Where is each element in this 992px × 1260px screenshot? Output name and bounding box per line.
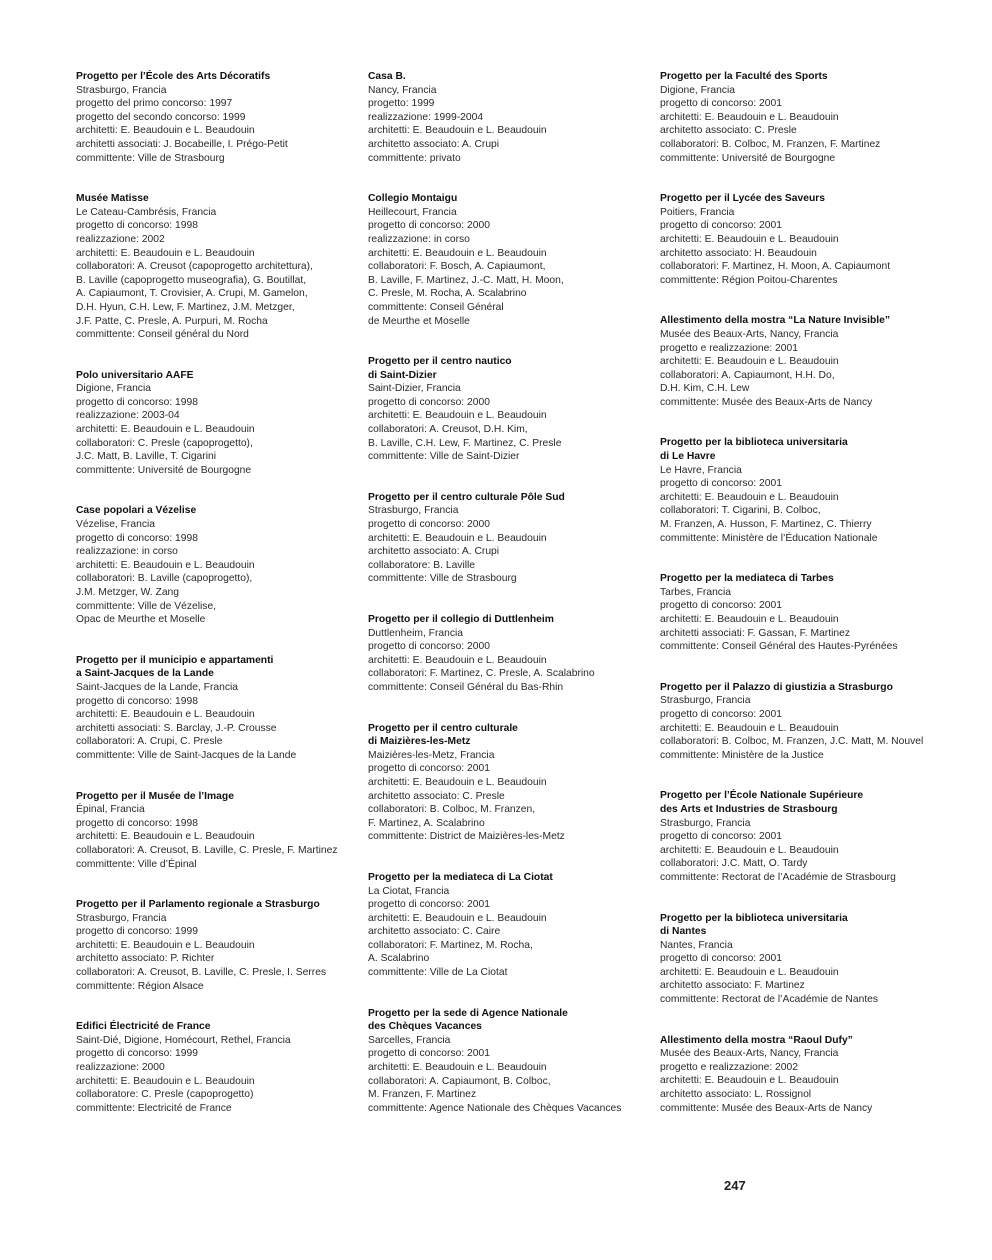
project-entry [660,1034,960,1116]
entry-title-line: Progetto per il municipio e appartamenti [76,654,274,666]
project-entry [76,70,366,165]
entry-detail-line: Tarbes, Francia [660,586,731,598]
entry-detail-line: committente: Université de Bourgogne [660,152,836,164]
entry-detail-line: B. Laville, C.H. Lew, F. Martinez, C. Presle [368,437,562,449]
entry-detail-line: Poitiers, Francia [660,206,735,218]
entry-detail-line: committente: Ville de Saint-Dizier [368,451,520,463]
entry-detail-line: architetti associati: J. Bocabeille, I. Prégo-Petit [76,138,288,150]
entry-detail-line: architetti: E. Beaudouin e L. Beaudouin [76,709,255,721]
entry-details [660,586,960,654]
entry-detail-line: progetto di concorso: 1998 [76,695,198,707]
entry-detail-line: progetto di concorso: 2001 [660,953,782,965]
entry-title [368,491,643,505]
entry-title [76,70,366,84]
entry-detail-line: realizzazione: 2002 [76,233,165,245]
entry-detail-line: collaboratore: C. Presle (capoprogetto) [76,1089,254,1101]
entry-detail-line: architetto associato: C. Caire [368,926,501,938]
entry-title-line: a Saint-Jacques de la Lande [76,668,214,680]
entry-title-line: Progetto per la mediateca di Tarbes [660,573,834,585]
entry-detail-line: Nantes, Francia [660,939,733,951]
entry-title-line: Progetto per il centro nautico [368,356,512,368]
entry-detail-line: architetti: E. Beaudouin e L. Beaudouin [76,831,255,843]
entry-detail-line: collaboratore: B. Laville [368,559,476,571]
entry-detail-line: progetto di concorso: 2001 [660,98,782,110]
entry-detail-line: committente: Ministère de l’Éducation Nationale [660,532,878,544]
entry-detail-line: committente: privato [368,152,461,164]
entry-details [368,885,643,980]
project-entry [660,912,960,1007]
entry-detail-line: progetto e realizzazione: 2001 [660,342,798,354]
entry-detail-line: collaboratori: B. Laville (capoprogetto), [76,573,253,585]
entry-title [660,912,960,939]
entry-title [660,70,960,84]
entry-detail-line: Musée des Beaux-Arts, Nancy, Francia [660,1048,839,1060]
entry-detail-line: collaboratori: C. Presle (capoprogetto), [76,437,253,449]
column-left [76,70,366,1142]
entry-detail-line: progetto di concorso: 2001 [660,600,782,612]
entry-title [76,192,366,206]
entry-details [660,206,960,288]
entry-details [660,939,960,1007]
entry-detail-line: de Meurthe et Moselle [368,315,470,327]
entry-title [368,1007,643,1034]
entry-detail-line: architetti: E. Beaudouin e L. Beaudouin [660,233,839,245]
entry-details [660,1047,960,1115]
entry-details [368,1034,643,1116]
entry-detail-line: committente: Conseil Général des Hautes-Pyrénées [660,641,898,653]
entry-detail-line: realizzazione: 2003-04 [76,410,180,422]
entry-detail-line: collaboratori: T. Cigarini, B. Colboc, [660,505,821,517]
project-entry [660,436,960,545]
entry-detail-line: Saint-Jacques de la Lande, Francia [76,681,238,693]
entry-title-line: Progetto per il collegio di Duttlenheim [368,614,554,625]
project-entry [76,790,366,872]
entry-detail-line: collaboratori: A. Creusot, D.H. Kim, [368,424,528,436]
entry-detail-line: architetti: E. Beaudouin e L. Beaudouin [660,966,839,978]
entry-title-line: Casa B. [368,71,406,82]
entry-details [76,912,366,994]
entry-title [660,314,960,328]
entry-title-line: Progetto per il Parlamento regionale a Strasburgo [76,899,320,911]
entry-detail-line: progetto di concorso: 1999 [76,1048,198,1060]
column-middle [368,70,643,1142]
entry-title-line: Allestimento della mostra “Raoul Dufy” [660,1034,853,1046]
entry-detail-line: collaboratori: F. Bosch, A. Capiaumont, [368,261,546,273]
entry-detail-line: collaboratori: B. Colboc, M. Franzen, J.C. Matt, M. Nouvel [660,736,924,748]
entry-detail-line: committente: Ville de Vézelise, [76,600,217,612]
entry-title [76,504,366,518]
entry-detail-line: Strasburgo, Francia [660,695,751,707]
entry-detail-line: committente: Région Poitou-Charentes [660,274,838,286]
entry-detail-line: progetto di concorso: 2001 [368,1048,490,1060]
entry-detail-line: architetti associati: S. Barclay, J.-P. Crousse [76,722,277,734]
entry-detail-line: Épinal, Francia [76,804,145,816]
project-entry [660,70,960,165]
entry-detail-line: Heillecourt, Francia [368,206,457,218]
entry-details [660,328,960,410]
entry-detail-line: progetto di concorso: 1998 [76,220,198,232]
entry-detail-line: committente: Ville de Strasbourg [368,573,517,585]
entry-title [368,722,643,749]
entry-details [76,1034,366,1116]
project-entry [368,491,643,586]
entry-detail-line: architetti: E. Beaudouin e L. Beaudouin [368,654,547,666]
entry-details [76,681,366,763]
entry-detail-line: committente: Conseil Général [368,301,504,313]
entry-detail-line: progetto di concorso: 2000 [368,396,490,408]
entry-title-line: Progetto per la biblioteca universitaria [660,437,848,449]
project-entry [368,192,643,328]
project-entry [368,871,643,980]
entry-detail-line: architetti: E. Beaudouin e L. Beaudouin [368,776,547,788]
entry-detail-line: committente: District de Maizières-les-Metz [368,831,565,843]
entry-detail-line: collaboratori: A. Creusot (capoprogetto architettura), [76,261,313,273]
entry-detail-line: progetto di concorso: 2001 [660,478,782,490]
entry-title [660,192,960,206]
entry-detail-line: committente: Electricité de France [76,1102,232,1114]
entry-detail-line: collaboratori: A. Creusot, B. Laville, C. Presle, I. Serres [76,967,327,979]
project-entry [368,722,643,844]
project-entry [660,681,960,763]
entry-detail-line: Le Havre, Francia [660,464,742,476]
entry-details [76,803,366,871]
entry-detail-line: collaboratori: B. Colboc, M. Franzen, [368,804,536,816]
entry-detail-line: architetti: E. Beaudouin e L. Beaudouin [660,1075,839,1087]
entry-detail-line: committente: Musée des Beaux-Arts de Nancy [660,396,873,408]
entry-detail-line: progetto di concorso: 1998 [76,532,198,544]
entry-title [660,789,960,816]
entry-title [368,871,643,885]
entry-detail-line: Vézelise, Francia [76,519,155,531]
project-entry [76,654,366,763]
entry-detail-line: architetti: E. Beaudouin e L. Beaudouin [368,912,547,924]
entry-title-line: Case popolari a Vézelise [76,505,197,517]
entry-detail-line: collaboratori: A. Creusot, B. Laville, C. Presle, F. Martinez [76,844,338,856]
entry-detail-line: architetti associati: F. Gassan, F. Martinez [660,627,850,639]
entry-detail-line: collaboratori: A. Capiaumont, H.H. Do, [660,369,835,381]
entry-detail-line: Saint-Dié, Digione, Homécourt, Rethel, Francia [76,1034,291,1046]
entry-detail-line: collaboratori: A. Capiaumont, B. Colboc, [368,1075,551,1087]
entry-detail-line: Duttlenheim, Francia [368,627,463,639]
entry-detail-line: progetto di concorso: 1998 [76,396,198,408]
entry-title-line: Polo universitario AAFE [76,369,194,381]
entry-detail-line: progetto di concorso: 2000 [368,220,490,232]
entry-detail-line: D.H. Kim, C.H. Lew [660,383,750,395]
entry-detail-line: architetti: E. Beaudouin e L. Beaudouin [76,424,255,436]
entry-title-line: Progetto per la Faculté des Sports [660,71,828,82]
entry-detail-line: architetti: E. Beaudouin e L. Beaudouin [660,722,839,734]
entry-detail-line: A. Capiaumont, T. Crovisier, A. Crupi, M. Gamelon, [76,288,308,300]
entry-detail-line: realizzazione: in corso [368,233,470,245]
project-entry [76,369,366,478]
entry-detail-line: realizzazione: in corso [76,546,178,558]
entry-details [76,382,366,477]
entry-title-line: Edifici Électricité de France [76,1021,211,1033]
entry-detail-line: Strasburgo, Francia [660,817,751,829]
entry-detail-line: realizzazione: 2000 [76,1062,165,1074]
entry-detail-line: architetto associato: L. Rossignol [660,1089,812,1101]
entry-detail-line: architetti: E. Beaudouin e L. Beaudouin [76,559,255,571]
entry-details [368,504,643,586]
entry-detail-line: architetti: E. Beaudouin e L. Beaudouin [76,1075,255,1087]
entry-details [368,382,643,464]
entry-title [368,192,643,206]
project-entry [76,898,366,993]
project-entry [660,572,960,654]
entry-title [76,790,366,804]
entry-detail-line: B. Laville (capoprogetto museografia), G. Boutillat, [76,274,307,286]
entry-detail-line: architetti: E. Beaudouin e L. Beaudouin [76,939,255,951]
entry-detail-line: Strasburgo, Francia [76,912,167,924]
entry-detail-line: La Ciotat, Francia [368,885,450,897]
entry-details [76,206,366,342]
entry-detail-line: committente: Région Alsace [76,980,204,992]
entry-detail-line: architetti: E. Beaudouin e L. Beaudouin [660,356,839,368]
entry-detail-line: architetti: E. Beaudouin e L. Beaudouin [76,125,255,137]
entry-details [660,694,960,762]
entry-detail-line: committente: Ville de Strasbourg [76,152,225,164]
project-entry [368,1007,643,1116]
entry-detail-line: progetto e realizzazione: 2002 [660,1061,798,1073]
entry-title-line: di Le Havre [660,451,716,463]
entry-detail-line: architetti: E. Beaudouin e L. Beaudouin [368,125,547,137]
entry-detail-line: Le Cateau-Cambrésis, Francia [76,206,217,218]
entry-title [76,898,366,912]
entry-detail-line: architetto associato: A. Crupi [368,546,500,558]
entry-detail-line: committente: Ville de La Ciotat [368,967,508,979]
entry-detail-line: architetti: E. Beaudouin e L. Beaudouin [76,247,255,259]
entry-detail-line: C. Presle, M. Rocha, A. Scalabrino [368,288,527,300]
entry-detail-line: architetti: E. Beaudouin e L. Beaudouin [660,844,839,856]
entry-detail-line: architetti: E. Beaudouin e L. Beaudouin [368,1062,547,1074]
entry-title-line: Progetto per l’École des Arts Décoratifs [76,71,271,82]
entry-details [660,84,960,166]
entry-title-line: Progetto per il Lycée des Saveurs [660,193,826,205]
entry-title [368,355,643,382]
project-entry [660,789,960,884]
entry-detail-line: D.H. Hyun, C.H. Lew, F. Martinez, J.M. Metzger, [76,301,295,313]
project-entry [76,504,366,626]
entry-detail-line: M. Franzen, A. Husson, F. Martinez, C. Thierry [660,519,872,531]
entry-detail-line: progetto del primo concorso: 1997 [76,98,233,110]
entry-title-line: Progetto per il centro culturale Pôle Sud [368,491,565,503]
entry-detail-line: committente: Conseil Général du Bas-Rhin [368,681,564,693]
entry-detail-line: architetto associato: C. Presle [368,790,505,802]
entry-details [368,84,643,166]
project-entry [76,1020,366,1115]
entry-detail-line: J.M. Metzger, W. Zang [76,587,179,598]
entry-title-line: Allestimento della mostra “La Nature Invisible” [660,315,891,327]
entry-details [368,749,643,844]
entry-title-line: Progetto per il Palazzo di giustizia a Strasburgo [660,681,893,693]
entry-detail-line: architetti: E. Beaudouin e L. Beaudouin [368,532,547,544]
entry-detail-line: committente: Rectorat de l’Académie de Strasbourg [660,871,896,883]
entry-detail-line: collaboratori: F. Martinez, H. Moon, A. Capiaumont [660,261,891,273]
entry-detail-line: Sarcelles, Francia [368,1034,451,1046]
project-entry [368,355,643,464]
entry-title [368,613,643,627]
entry-detail-line: M. Franzen, F. Martinez [368,1089,477,1101]
entry-detail-line: Saint-Dizier, Francia [368,383,461,395]
entry-detail-line: architetto associato: F. Martinez [660,980,805,992]
entry-detail-line: progetto di concorso: 1999 [76,926,198,938]
column-right [660,70,960,1142]
entry-details [660,817,960,885]
entry-title [76,369,366,383]
entry-detail-line: architetti: E. Beaudouin e L. Beaudouin [368,410,547,422]
entry-detail-line: progetto di concorso: 2001 [660,831,782,843]
entry-detail-line: architetti: E. Beaudouin e L. Beaudouin [660,111,839,123]
entry-title [76,654,366,681]
entry-detail-line: Digione, Francia [660,84,735,96]
entry-title-line: di Saint-Dizier [368,369,437,381]
page-number: 247 [724,1178,746,1193]
entry-detail-line: collaboratori: J.C. Matt, O. Tardy [660,858,808,870]
entry-detail-line: committente: Ministère de la Justice [660,749,824,761]
entry-detail-line: collaboratori: A. Crupi, C. Presle [76,736,223,748]
entry-detail-line: committente: Agence Nationale des Chèques Vacances [368,1102,622,1114]
entry-title-line: Collegio Montaigu [368,193,458,205]
entry-detail-line: progetto del secondo concorso: 1999 [76,111,246,123]
entry-title [368,70,643,84]
entry-title [660,681,960,695]
entry-detail-line: committente: Ville d’Épinal [76,858,197,870]
entry-title-line: Progetto per la sede di Agence Nationale [368,1007,568,1019]
entry-detail-line: Nancy, Francia [368,84,437,96]
entry-detail-line: progetto di concorso: 2001 [660,220,782,232]
entry-detail-line: realizzazione: 1999-2004 [368,111,484,123]
entry-title [660,436,960,463]
entry-detail-line: J.C. Matt, B. Laville, T. Cigarini [76,451,217,463]
entry-details [76,518,366,627]
entry-title-line: Musée Matisse [76,193,149,205]
entry-detail-line: architetto associato: A. Crupi [368,138,500,150]
entry-detail-line: architetti: E. Beaudouin e L. Beaudouin [660,491,839,503]
project-entry [660,314,960,409]
entry-title-line: Progetto per l’École Nationale Supérieure [660,790,864,802]
entry-detail-line: committente: Conseil général du Nord [76,329,249,341]
entry-title [660,572,960,586]
entry-title [660,1034,960,1048]
entry-title-line: des Arts et Industries de Strasbourg [660,803,838,815]
entry-detail-line: collaboratori: B. Colboc, M. Franzen, F. Martinez [660,138,881,150]
entry-title-line: Progetto per il centro culturale [368,722,518,734]
entry-title-line: Progetto per il Musée de l’Image [76,790,234,802]
entry-detail-line: committente: Ville de Saint-Jacques de la Lande [76,749,297,761]
entry-details [368,627,643,695]
entry-detail-line: progetto di concorso: 2001 [368,763,490,775]
entry-details [76,84,366,166]
entry-detail-line: F. Martinez, A. Scalabrino [368,817,485,829]
entry-title-line: di Maizières-les-Metz [368,736,471,748]
entry-detail-line: architetto associato: C. Presle [660,125,797,137]
entry-detail-line: progetto: 1999 [368,98,435,110]
entry-detail-line: progetto di concorso: 2000 [368,519,490,531]
entry-detail-line: architetti: E. Beaudouin e L. Beaudouin [660,614,839,625]
entry-detail-line: architetti: E. Beaudouin e L. Beaudouin [368,247,547,259]
project-entry [76,192,366,342]
entry-details [660,464,960,546]
entry-detail-line: progetto di concorso: 2000 [368,641,490,653]
project-entry [368,70,643,165]
entry-detail-line: Digione, Francia [76,383,151,395]
entry-title-line: des Chèques Vacances [368,1021,482,1033]
project-entry [660,192,960,287]
entry-detail-line: collaboratori: F. Martinez, C. Presle, A. Scalabrino [368,668,595,680]
entry-title [76,1020,366,1034]
entry-detail-line: progetto di concorso: 1998 [76,817,198,829]
entry-detail-line: Strasburgo, Francia [76,84,167,96]
entry-detail-line: progetto di concorso: 2001 [368,899,490,911]
entry-detail-line: committente: Musée des Beaux-Arts de Nancy [660,1102,873,1114]
entry-detail-line: Opac de Meurthe et Moselle [76,614,206,626]
entry-title-line: Progetto per la biblioteca universitaria [660,912,848,924]
entry-title-line: Progetto per la mediateca di La Ciotat [368,871,553,883]
entry-detail-line: architetto associato: H. Beaudouin [660,247,817,259]
entry-detail-line: progetto di concorso: 2001 [660,708,782,720]
entry-detail-line: committente: Université de Bourgogne [76,464,252,476]
entry-detail-line: architetto associato: P. Richter [76,953,215,965]
entry-title-line: di Nantes [660,926,707,938]
entry-detail-line: Maizières-les-Metz, Francia [368,749,495,761]
entry-detail-line: B. Laville, F. Martinez, J.-C. Matt, H. Moon, [368,274,564,286]
entry-detail-line: Musée des Beaux-Arts, Nancy, Francia [660,328,839,340]
entry-details [368,206,643,328]
entry-detail-line: collaboratori: F. Martinez, M. Rocha, [368,939,533,951]
project-entry [368,613,643,695]
entry-detail-line: A. Scalabrino [368,953,430,965]
entry-detail-line: Strasburgo, Francia [368,505,459,517]
entry-detail-line: J.F. Patte, C. Presle, A. Purpuri, M. Rocha [76,315,268,327]
entry-detail-line: committente: Rectorat de l’Académie de Nantes [660,994,879,1006]
